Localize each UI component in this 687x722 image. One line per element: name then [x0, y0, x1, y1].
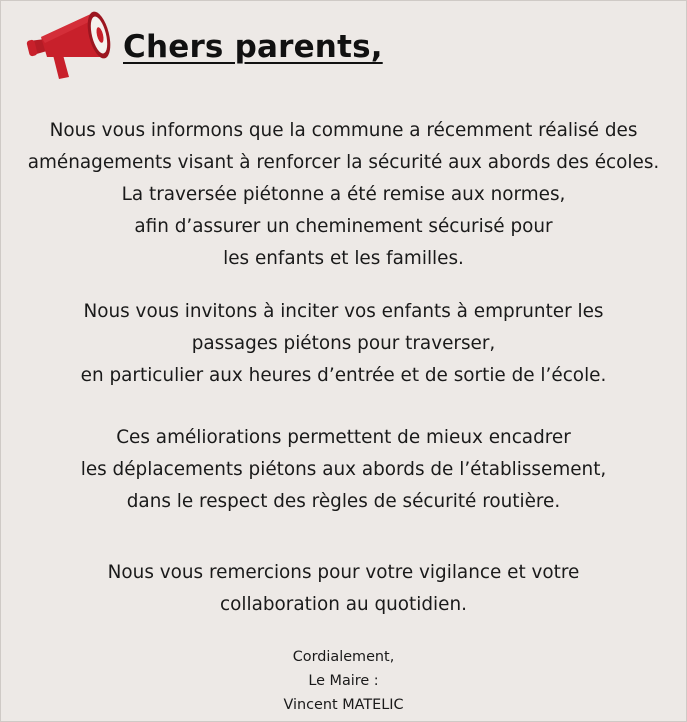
- paragraph-invitation: [1, 296, 686, 392]
- paragraph-line: Nous vous remercions pour votre vigilance et votre: [107, 562, 580, 583]
- paragraph-line: Nous vous invitons à inciter vos enfants à emprunter les: [83, 301, 604, 322]
- signature-role: Le Maire :: [308, 673, 379, 689]
- signature-name: Vincent MATELIC: [283, 697, 404, 713]
- paragraph-improvements: [1, 422, 686, 518]
- signature-block: [1, 645, 686, 717]
- paragraph-line: Nous vous informons que la commune a récemment réalisé des: [49, 120, 638, 141]
- page-title: Chers parents,: [123, 29, 383, 65]
- paragraph-line: collaboration au quotidien.: [220, 594, 467, 615]
- paragraph-line: Ces améliorations permettent de mieux encadrer: [116, 427, 571, 448]
- paragraph-line: afin d’assurer un cheminement sécurisé pour: [134, 216, 553, 237]
- paragraph-information: [1, 115, 686, 275]
- paragraph-line: La traversée piétonne a été remise aux normes,: [121, 184, 566, 205]
- paragraph-thanks: [1, 557, 686, 621]
- paragraph-line: les déplacements piétons aux abords de l’établissement,: [80, 459, 607, 480]
- signature-closing: Cordialement,: [292, 649, 395, 665]
- paragraph-line: passages piétons pour traverser,: [191, 333, 496, 354]
- paragraph-line: en particulier aux heures d’entrée et de sortie de l’école.: [80, 365, 607, 386]
- paragraph-line: dans le respect des règles de sécurité routière.: [126, 491, 561, 512]
- paragraph-line: aménagements visant à renforcer la sécurité aux abords des écoles.: [27, 152, 660, 173]
- megaphone-icon: [23, 5, 111, 81]
- paragraph-line: les enfants et les familles.: [223, 248, 464, 269]
